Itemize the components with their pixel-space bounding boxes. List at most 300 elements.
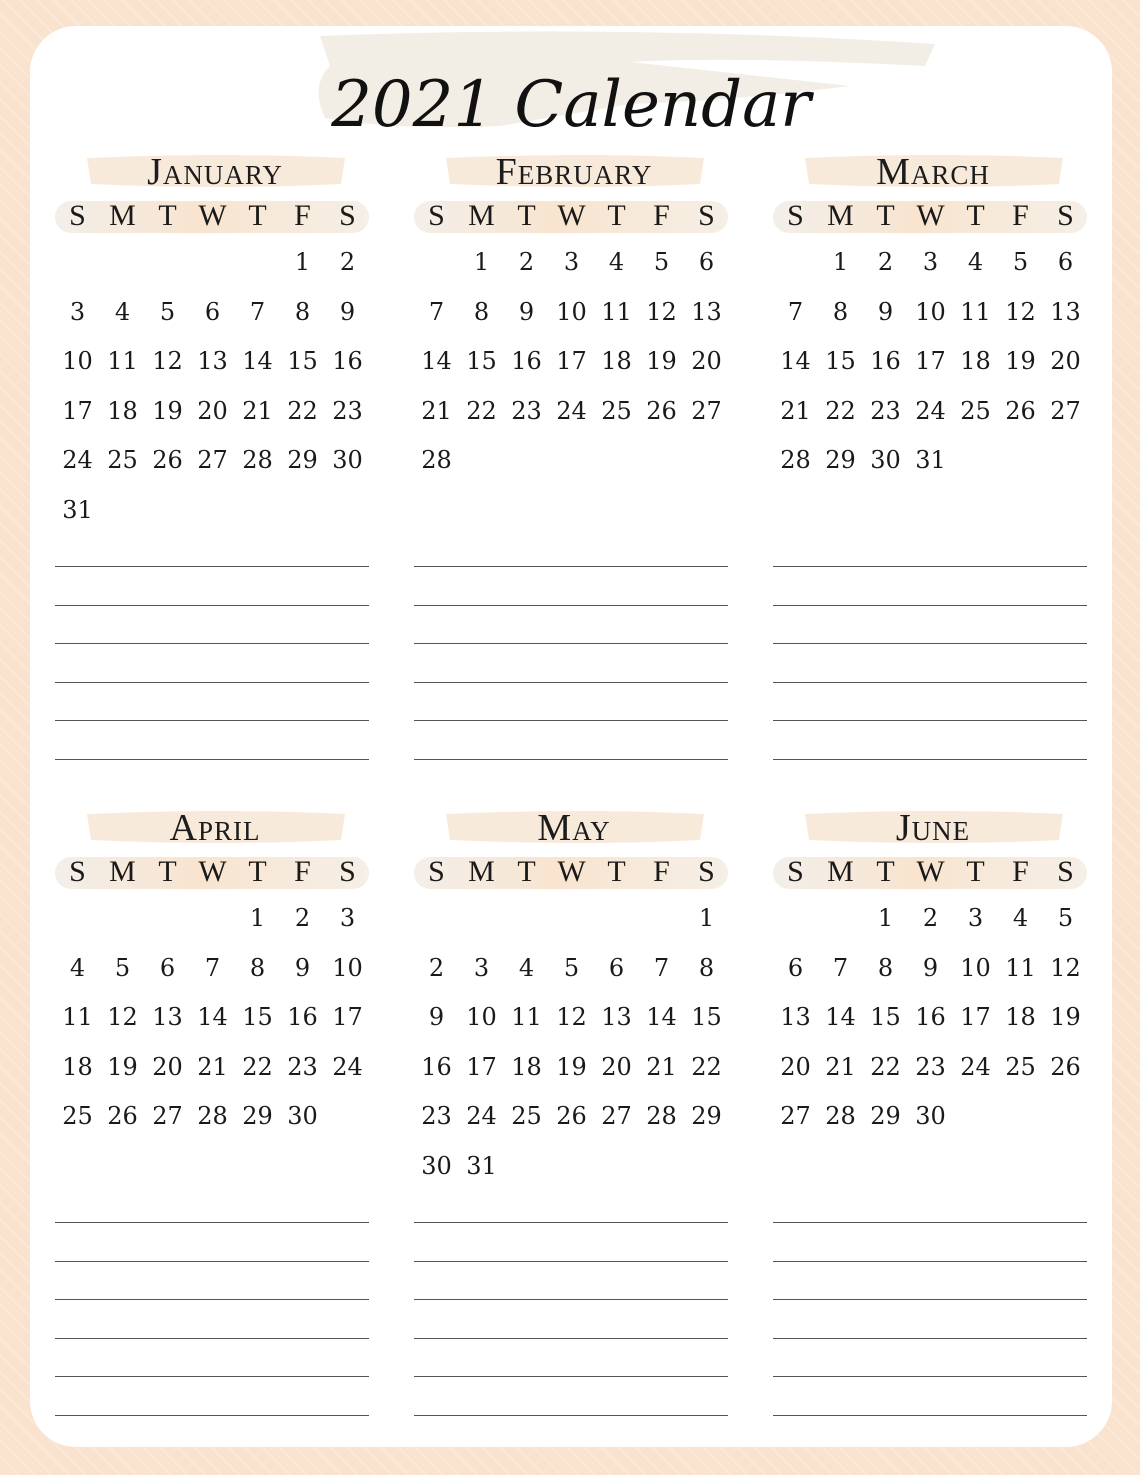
day-cell: 29 [242,1102,273,1130]
note-line [414,566,728,567]
weekday-header-row [773,194,1093,238]
day-cell: 25 [960,396,991,425]
weekday-label: S [1057,199,1074,232]
note-line [773,566,1087,567]
empty-day-cell [414,894,459,944]
note-line [773,1376,1087,1377]
note-line [414,1376,728,1377]
weekday-label: T [248,199,267,232]
day-cell: 1 [877,904,894,932]
month-name: March [876,151,990,193]
day-cell: 7 [249,297,266,326]
weekday-label: S [698,199,715,232]
month-title [55,150,375,194]
day-cell: 27 [601,1102,632,1130]
month-name: January [147,151,283,193]
weekday-label: S [69,855,86,888]
day-cell: 15 [287,347,318,375]
day-cell: 21 [242,396,273,425]
day-cell: 23 [915,1052,946,1081]
note-line [55,759,369,760]
weekday-header-row [55,850,375,894]
day-cell: 21 [197,1052,228,1081]
weekday-label: W [916,199,945,232]
day-cell: 6 [608,953,625,982]
day-cell: 22 [287,396,318,425]
empty-day-cell [55,238,100,288]
day-cell: 16 [332,347,363,375]
day-cell: 14 [421,347,452,375]
day-cell: 6 [787,953,804,982]
day-cell: 7 [653,953,670,982]
note-line [414,1338,728,1339]
note-line [55,720,369,721]
day-cell: 22 [242,1052,273,1081]
weekday-label: S [339,199,356,232]
note-line [414,1261,728,1262]
weekday-label: T [158,855,177,888]
weekday-label: W [198,199,227,232]
note-line [414,1415,728,1416]
note-line [773,1261,1087,1262]
day-cell: 5 [159,297,176,326]
day-cell: 20 [780,1052,811,1081]
day-cell: 12 [152,347,183,375]
day-cell: 8 [698,953,715,982]
day-cell: 30 [870,446,901,474]
note-line [55,682,369,683]
note-line [414,682,728,683]
weekday-label: M [109,855,136,888]
day-cell: 23 [332,396,363,425]
day-cell: 4 [114,297,131,326]
day-cell: 9 [877,297,894,326]
weekday-label: M [827,199,854,232]
day-cell: 2 [294,904,311,932]
empty-day-cell [504,894,549,944]
day-cell: 26 [556,1102,587,1130]
day-cell: 27 [152,1102,183,1130]
day-cell: 12 [646,297,677,326]
day-cell: 14 [825,1003,856,1031]
weekday-label: T [966,199,985,232]
weekday-label: T [517,199,536,232]
day-cell: 25 [62,1102,93,1130]
day-cell: 15 [825,347,856,375]
day-cell: 9 [922,953,939,982]
day-cell: 3 [563,248,580,276]
weekday-label: T [517,855,536,888]
day-cell: 17 [915,347,946,375]
day-cell: 13 [197,347,228,375]
day-cell: 23 [511,396,542,425]
day-cell: 25 [601,396,632,425]
day-cell: 1 [249,904,266,932]
weekday-label: T [607,855,626,888]
weekday-label: T [607,199,626,232]
month-block-may [414,806,734,1191]
day-cell: 31 [915,446,946,474]
day-cell: 17 [556,347,587,375]
weekday-label: M [109,199,136,232]
day-cell: 4 [967,248,984,276]
day-cell: 5 [563,953,580,982]
weekday-label: M [468,199,495,232]
day-cell: 23 [421,1102,452,1130]
day-cell: 6 [1057,248,1074,276]
note-line [773,1415,1087,1416]
note-line [773,643,1087,644]
day-cell: 24 [915,396,946,425]
day-cell: 24 [556,396,587,425]
month-block-march [773,150,1093,486]
day-cell: 19 [646,347,677,375]
day-cell: 19 [1050,1003,1081,1031]
month-name: April [169,807,261,849]
weekday-label: W [198,855,227,888]
day-cell: 10 [915,297,946,326]
day-cell: 21 [825,1052,856,1081]
day-cell: 27 [691,396,722,425]
day-cell: 20 [1050,347,1081,375]
empty-day-cell [594,894,639,944]
day-cell: 16 [287,1003,318,1031]
weekday-label: F [1012,855,1029,888]
days-grid [55,238,375,535]
day-cell: 20 [691,347,722,375]
day-cell: 24 [62,446,93,474]
note-line [55,605,369,606]
day-cell: 26 [646,396,677,425]
note-line [55,1299,369,1300]
notes-lines [55,1222,369,1453]
day-cell: 11 [960,297,991,326]
day-cell: 9 [428,1003,445,1031]
day-cell: 12 [1005,297,1036,326]
day-cell: 18 [1005,1003,1036,1031]
day-cell: 28 [780,446,811,474]
day-cell: 18 [960,347,991,375]
days-grid [414,894,734,1191]
empty-day-cell [639,894,684,944]
day-cell: 27 [1050,396,1081,425]
day-cell: 14 [242,347,273,375]
note-line [55,643,369,644]
day-cell: 15 [870,1003,901,1031]
day-cell: 24 [960,1052,991,1081]
empty-day-cell [459,894,504,944]
month-name: May [537,807,611,849]
weekday-header-row [55,194,375,238]
day-cell: 6 [698,248,715,276]
day-cell: 27 [780,1102,811,1130]
day-cell: 1 [832,248,849,276]
weekday-label: T [876,199,895,232]
empty-day-cell [145,894,190,944]
weekday-label: W [916,855,945,888]
weekday-label: S [787,855,804,888]
day-cell: 10 [62,347,93,375]
note-line [414,605,728,606]
notes-lines [55,566,369,797]
day-cell: 19 [1005,347,1036,375]
day-cell: 31 [466,1151,497,1180]
day-cell: 14 [646,1003,677,1031]
note-line [773,759,1087,760]
day-cell: 9 [294,953,311,982]
notes-lines [414,1222,728,1453]
day-cell: 2 [922,904,939,932]
day-cell: 17 [960,1003,991,1031]
day-cell: 11 [107,347,138,375]
note-line [773,1222,1087,1223]
note-line [55,1261,369,1262]
weekday-label: F [653,855,670,888]
note-line [414,1299,728,1300]
weekday-label: S [787,199,804,232]
day-cell: 29 [691,1102,722,1130]
day-cell: 1 [294,248,311,276]
note-line [773,682,1087,683]
day-cell: 22 [870,1052,901,1081]
day-cell: 17 [62,396,93,425]
month-title [773,150,1093,194]
day-cell: 2 [877,248,894,276]
day-cell: 8 [877,953,894,982]
days-grid [414,238,734,486]
month-block-june [773,806,1093,1142]
day-cell: 30 [287,1102,318,1130]
day-cell: 26 [1050,1052,1081,1081]
weekday-label: S [1057,855,1074,888]
day-cell: 30 [915,1102,946,1130]
empty-day-cell [55,894,100,944]
month-name: June [895,807,971,849]
empty-day-cell [190,894,235,944]
note-line [414,1222,728,1223]
day-cell: 26 [107,1102,138,1130]
page-title: 2021 Calendar [331,68,811,142]
day-cell: 21 [646,1052,677,1081]
empty-day-cell [100,238,145,288]
weekday-label: S [428,199,445,232]
day-cell: 7 [832,953,849,982]
day-cell: 4 [608,248,625,276]
day-cell: 2 [428,953,445,982]
day-cell: 8 [832,297,849,326]
days-grid [773,894,1093,1142]
month-title [414,806,734,850]
day-cell: 5 [114,953,131,982]
empty-day-cell [100,894,145,944]
weekday-label: W [557,199,586,232]
weekday-label: F [1012,199,1029,232]
month-block-april [55,806,375,1142]
day-cell: 24 [332,1052,363,1081]
weekday-label: F [294,199,311,232]
day-cell: 21 [780,396,811,425]
day-cell: 2 [339,248,356,276]
day-cell: 10 [960,953,991,982]
weekday-label: T [248,855,267,888]
empty-day-cell [549,894,594,944]
day-cell: 29 [287,446,318,474]
empty-day-cell [773,238,818,288]
empty-day-cell [773,894,818,944]
weekday-label: S [428,855,445,888]
day-cell: 10 [466,1003,497,1031]
day-cell: 13 [780,1003,811,1031]
day-cell: 28 [197,1102,228,1130]
day-cell: 2 [518,248,535,276]
day-cell: 22 [466,396,497,425]
note-line [414,720,728,721]
note-line [55,566,369,567]
day-cell: 31 [62,495,93,524]
day-cell: 3 [69,297,86,326]
day-cell: 16 [915,1003,946,1031]
day-cell: 26 [152,446,183,474]
note-line [773,1299,1087,1300]
day-cell: 12 [556,1003,587,1031]
day-cell: 17 [466,1052,497,1081]
day-cell: 13 [152,1003,183,1031]
title-area [30,26,1112,166]
day-cell: 4 [518,953,535,982]
day-cell: 9 [518,297,535,326]
day-cell: 20 [152,1052,183,1081]
notes-lines [414,566,728,797]
day-cell: 22 [691,1052,722,1081]
day-cell: 19 [152,396,183,425]
notes-lines [773,566,1087,797]
day-cell: 18 [62,1052,93,1081]
day-cell: 13 [601,1003,632,1031]
day-cell: 13 [691,297,722,326]
note-line [773,720,1087,721]
weekday-label: F [653,199,670,232]
day-cell: 29 [825,446,856,474]
day-cell: 16 [421,1052,452,1081]
day-cell: 11 [601,297,632,326]
day-cell: 20 [601,1052,632,1081]
day-cell: 5 [1057,904,1074,932]
empty-day-cell [818,894,863,944]
day-cell: 18 [511,1052,542,1081]
day-cell: 14 [197,1003,228,1031]
day-cell: 8 [294,297,311,326]
day-cell: 16 [511,347,542,375]
day-cell: 30 [421,1151,452,1180]
day-cell: 4 [1012,904,1029,932]
day-cell: 16 [870,347,901,375]
days-grid [55,894,375,1142]
month-title [414,150,734,194]
day-cell: 11 [62,1003,93,1031]
day-cell: 25 [511,1102,542,1130]
day-cell: 10 [556,297,587,326]
day-cell: 27 [197,446,228,474]
weekday-header-row [414,194,734,238]
day-cell: 15 [242,1003,273,1031]
weekday-label: T [876,855,895,888]
day-cell: 4 [69,953,86,982]
day-cell: 19 [556,1052,587,1081]
day-cell: 25 [107,446,138,474]
note-line [55,1222,369,1223]
empty-day-cell [145,238,190,288]
day-cell: 7 [204,953,221,982]
day-cell: 3 [967,904,984,932]
day-cell: 14 [780,347,811,375]
day-cell: 28 [242,446,273,474]
day-cell: 1 [473,248,490,276]
day-cell: 12 [1050,953,1081,982]
notes-lines [773,1222,1087,1453]
weekday-label: M [468,855,495,888]
day-cell: 19 [107,1052,138,1081]
weekday-label: F [294,855,311,888]
day-cell: 6 [204,297,221,326]
note-line [773,605,1087,606]
day-cell: 17 [332,1003,363,1031]
weekday-label: W [557,855,586,888]
day-cell: 29 [870,1102,901,1130]
day-cell: 23 [287,1052,318,1081]
day-cell: 8 [249,953,266,982]
weekday-header-row [773,850,1093,894]
weekday-label: T [966,855,985,888]
day-cell: 13 [1050,297,1081,326]
note-line [55,1338,369,1339]
note-line [773,1338,1087,1339]
day-cell: 23 [870,396,901,425]
weekday-label: S [69,199,86,232]
day-cell: 7 [787,297,804,326]
day-cell: 3 [922,248,939,276]
day-cell: 28 [646,1102,677,1130]
day-cell: 9 [339,297,356,326]
weekday-label: T [158,199,177,232]
day-cell: 26 [1005,396,1036,425]
day-cell: 3 [473,953,490,982]
day-cell: 5 [653,248,670,276]
day-cell: 28 [421,446,452,474]
month-title [55,806,375,850]
day-cell: 15 [466,347,497,375]
day-cell: 18 [601,347,632,375]
weekday-label: S [339,855,356,888]
weekday-label: S [698,855,715,888]
month-title [773,806,1093,850]
day-cell: 20 [197,396,228,425]
note-line [414,643,728,644]
day-cell: 21 [421,396,452,425]
month-block-january [55,150,375,535]
day-cell: 1 [698,904,715,932]
day-cell: 25 [1005,1052,1036,1081]
day-cell: 10 [332,953,363,982]
note-line [55,1376,369,1377]
weekday-label: M [827,855,854,888]
day-cell: 12 [107,1003,138,1031]
empty-day-cell [235,238,280,288]
month-name: February [495,151,653,193]
days-grid [773,238,1093,486]
note-line [414,759,728,760]
day-cell: 24 [466,1102,497,1130]
day-cell: 30 [332,446,363,474]
